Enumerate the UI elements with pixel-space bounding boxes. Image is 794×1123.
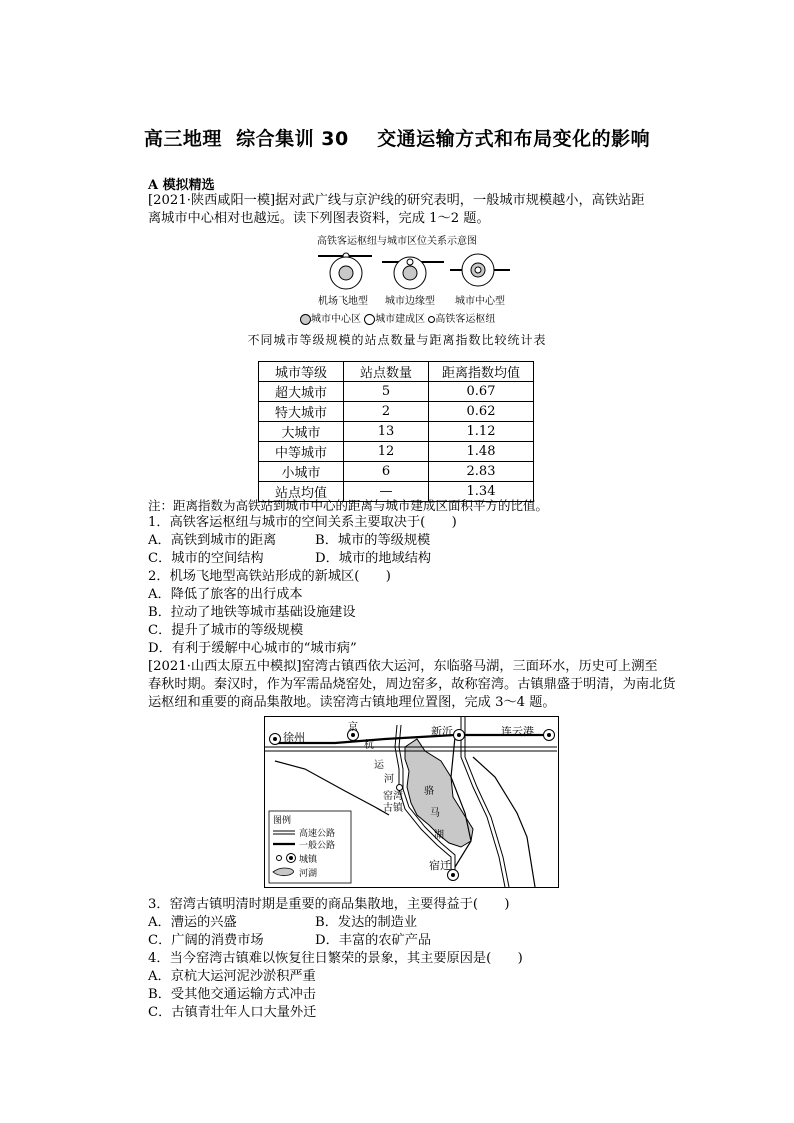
label-canal-3: 运 <box>374 760 384 771</box>
q4-stem: 4．当今窑湾古镇难以恢复往日繁荣的景象，其主要原因是( ) <box>148 951 523 966</box>
legend-hub: 高铁客运枢纽 <box>435 314 496 325</box>
q2-option-a[interactable]: A．降低了旅客的出行成本 <box>148 587 303 602</box>
map-legend-title: 图例 <box>273 816 292 826</box>
table-cell: 0.62 <box>429 402 534 422</box>
table-cell: 12 <box>344 442 429 462</box>
q2-option-b[interactable]: B．拉动了地铁等城市基础设施建设 <box>148 605 356 620</box>
lianyungang-marker <box>543 729 555 741</box>
table-row <box>259 442 534 462</box>
table-header: 站点数量 <box>344 362 429 382</box>
legend-built-area: 城市建成区 <box>375 314 426 325</box>
label-xinyi: 新沂 <box>431 725 453 738</box>
stats-table <box>258 361 534 502</box>
table-cell: — <box>344 482 429 502</box>
q1-option-d[interactable]: D．城市的地域结构 <box>315 551 432 566</box>
table-cell: 中等城市 <box>259 442 344 462</box>
town-char: 镇 <box>393 803 403 814</box>
town-char: 窑 <box>383 791 393 802</box>
table-cell: 超大城市 <box>259 382 344 402</box>
hub-diagram <box>310 248 510 294</box>
table-cell: 大城市 <box>259 422 344 442</box>
label-suqian: 宿迁 <box>429 859 451 872</box>
yaowan-marker <box>396 784 403 791</box>
built-area-swatch <box>364 314 375 325</box>
section-heading: A 模拟精选 <box>148 178 215 193</box>
label-lake-3: 湖 <box>434 830 444 841</box>
diagram-title: 高铁客运枢纽与城市区位关系示意图 <box>317 236 477 247</box>
q4-option-b[interactable]: B．受其他交通运输方式冲击 <box>148 987 316 1002</box>
q2-option-d[interactable]: D．有利于缓解中心城市的“城市病” <box>148 641 357 656</box>
type-label-edge: 城市边缘型 <box>385 296 435 307</box>
legend-town: 城镇 <box>299 855 318 865</box>
legend-road: 一般公路 <box>299 841 336 851</box>
highway-north-south <box>461 717 509 887</box>
passage-1-line-1: [2021·陕西咸阳一模]据对武广线与京沪线的研究表明，一般城市规模越小，高铁站距 <box>148 193 645 208</box>
label-lianyungang: 连云港 <box>501 725 534 738</box>
label-lake-1: 骆 <box>424 786 434 797</box>
label-canal-2: 杭 <box>364 740 374 751</box>
table-cell: 2.83 <box>429 462 534 482</box>
table-cell: 1.12 <box>429 422 534 442</box>
label-lake-2: 马 <box>430 808 440 819</box>
q1-option-c[interactable]: C．城市的空间结构 <box>148 551 264 566</box>
general-road-west <box>275 761 389 815</box>
label-canal-4: 河 <box>384 774 394 785</box>
passage-2-line-3: 运枢纽和重要的商品集散地。读窑湾古镇地理位置图，完成 3～4 题。 <box>148 695 556 710</box>
q3-option-a[interactable]: A．漕运的兴盛 <box>148 915 237 930</box>
q1-option-b[interactable]: B．城市的等级规模 <box>315 533 431 548</box>
passage-1-line-2: 离城市中心相对也越远。读下列图表资料，完成 1～2 题。 <box>148 211 490 226</box>
passage-2-line-1: [2021·山西太原五中模拟]窑湾古镇西依大运河，东临骆马湖，三面环水，历史可上溯至 <box>148 659 658 674</box>
type-label-center: 城市中心型 <box>455 296 505 307</box>
label-xuzhou: 徐州 <box>283 731 305 744</box>
table-cell: 5 <box>344 382 429 402</box>
table-row <box>259 402 534 422</box>
table-cell: 特大城市 <box>259 402 344 422</box>
table-cell: 站点均值 <box>259 482 344 502</box>
label-canal-1: 京 <box>348 722 358 733</box>
table-row <box>259 462 534 482</box>
legend-river-lake: 河湖 <box>299 869 318 879</box>
map <box>264 716 559 888</box>
table-header: 城市等级 <box>259 362 344 382</box>
diagram-legend <box>300 310 495 325</box>
q3-stem: 3．窑湾古镇明清时期是重要的商品集散地，主要得益于( ) <box>148 897 510 912</box>
table-cell: 13 <box>344 422 429 442</box>
q3-option-b[interactable]: B．发达的制造业 <box>315 915 418 930</box>
table-cell: 1.48 <box>429 442 534 462</box>
table-cell: 2 <box>344 402 429 422</box>
q2-option-c[interactable]: C．提升了城市的等级规模 <box>148 623 304 638</box>
q1-option-a[interactable]: A．高铁到城市的距离 <box>148 533 277 548</box>
label-yaowan-town <box>381 791 405 815</box>
xuzhou-marker <box>269 733 281 745</box>
legend-center-area: 城市中心区 <box>311 314 361 325</box>
urban-center-diagram <box>450 254 510 286</box>
q4-option-c[interactable]: C．古镇青壮年人口大量外迁 <box>148 1005 317 1020</box>
table-row <box>259 422 534 442</box>
airport-enclave-diagram <box>318 253 372 289</box>
xinyi-marker <box>453 729 465 741</box>
passage-2-line-2: 春秋时期。秦汉时，作为军需品烧窑处，周边窑多，故称窑湾。古镇鼎盛于明清，为南北货 <box>148 677 676 692</box>
q3-option-c[interactable]: C．广阔的消费市场 <box>148 933 264 948</box>
table-cell: 1.34 <box>429 482 534 502</box>
center-area-swatch <box>300 314 311 325</box>
urban-edge-diagram <box>382 257 444 289</box>
page-title: 高三地理 综合集训 30 交通运输方式和布局变化的影响 <box>143 128 651 150</box>
general-road-east <box>473 757 535 887</box>
q2-stem: 2．机场飞地型高铁站形成的新城区( ) <box>148 569 391 584</box>
type-label-airport: 机场飞地型 <box>318 296 368 307</box>
town-char: 古 <box>383 803 393 814</box>
table-row <box>259 382 534 402</box>
q3-option-d[interactable]: D．丰富的农矿产品 <box>315 933 432 948</box>
legend-highway: 高速公路 <box>299 829 336 839</box>
table-title: 不同城市等级规模的站点数量与距离指数比较统计表 <box>247 333 547 347</box>
table-cell: 0.67 <box>429 382 534 402</box>
q4-option-a[interactable]: A．京杭大运河泥沙淤积严重 <box>148 969 316 984</box>
town-char: 湾 <box>393 791 403 802</box>
table-note: 注：距离指数为高铁站到城市中心的距离与城市建成区面积平方的比值。 <box>148 498 549 513</box>
table-cell: 小城市 <box>259 462 344 482</box>
table-cell: 6 <box>344 462 429 482</box>
table-header-row <box>259 362 534 382</box>
table-header: 距离指数均值 <box>429 362 534 382</box>
q1-stem: 1．高铁客运枢纽与城市的空间关系主要取决于( ) <box>148 515 457 530</box>
